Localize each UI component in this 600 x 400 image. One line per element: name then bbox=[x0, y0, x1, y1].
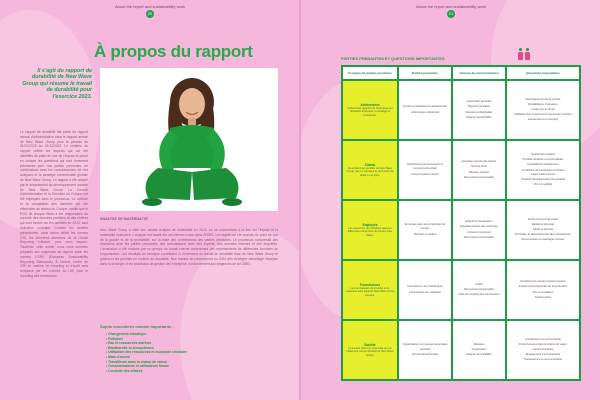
table-cell-item: Actionnaires individuels bbox=[410, 110, 440, 114]
table-cell-item: Transparence et communication bbox=[523, 358, 563, 362]
important-topics-heading: Sujets considérés comme importants : bbox=[100, 324, 174, 329]
stakeholders-cell bbox=[398, 320, 452, 380]
table-cell-item: Consommateurs finaux bbox=[411, 172, 439, 176]
table-cell-item: Communautés locales bbox=[411, 353, 439, 357]
column-header: Canaux de communication bbox=[452, 66, 506, 80]
stakeholder-group-description: Ils achètent les produits de New Wave Group, que ce soit dans le commerce de détail ou en ligne. bbox=[346, 166, 394, 177]
table-cell-item: Rentabilité et croissance bbox=[528, 102, 558, 106]
people-icon bbox=[518, 48, 530, 60]
table-cell-item: Prix compétitifs bbox=[533, 182, 553, 186]
table-cell-item: Traçabilité et transparence bbox=[527, 163, 559, 167]
table-cell-item: Enquêtes auprès des clients bbox=[462, 160, 496, 164]
stakeholder-group-cell bbox=[342, 200, 398, 260]
person-icon bbox=[525, 48, 530, 60]
table-cell-item: Rencontres personnelles bbox=[464, 175, 494, 179]
stakeholder-table bbox=[341, 65, 581, 381]
list-item: • Biodiversité et écosystèmes bbox=[106, 345, 154, 350]
table-cell-item: Réseaux sociaux bbox=[468, 170, 490, 174]
subheading-materiality: ANALYSE DE MATÉRIALITÉ bbox=[100, 217, 148, 221]
person-icon bbox=[518, 48, 523, 60]
page-title: À propos du rapport bbox=[94, 42, 253, 61]
stakeholder-group-name: Actionnaires bbox=[360, 102, 380, 107]
table-cell-item: Contribution à la communauté bbox=[525, 337, 561, 341]
issues-cell bbox=[506, 80, 580, 140]
channels-cell bbox=[452, 200, 506, 260]
table-cell-item: Rapport de durabilité bbox=[466, 115, 492, 119]
table-cell-item: Enquêtes auprès des employés bbox=[460, 225, 498, 229]
running-head-text: About the report and sustainability work bbox=[114, 4, 186, 9]
stakeholder-group-cell bbox=[342, 320, 398, 380]
table-cell-item: Organisations non gouvernementales bbox=[402, 342, 448, 346]
stakeholders-cell bbox=[398, 80, 452, 140]
table-cell-item: Audits bbox=[475, 282, 483, 286]
table-cell-item: Entretiens d'évaluation bbox=[465, 220, 493, 224]
list-item: • Conduite des affaires bbox=[106, 368, 143, 373]
list-item: • Pollution bbox=[106, 336, 123, 341]
table-cell-item: Direction et cadres bbox=[413, 232, 437, 236]
stakeholder-group-name: Société bbox=[364, 342, 376, 347]
table-cell-item: Conditions de travail dans la chaîne d'approvisionnement bbox=[521, 168, 565, 176]
table-cell-item: Formation et développement des compétences bbox=[514, 233, 572, 237]
list-item: • Main d'œuvre bbox=[106, 354, 131, 359]
table-cell-item: Employés dans les entreprises du Groupe bbox=[404, 223, 446, 231]
table-cell-item: Égalité et diversité bbox=[532, 222, 554, 226]
table-cell-item: Fournisseurs de matériaux bbox=[409, 290, 441, 294]
lead-text: Il s'agit du rapport de durabilité de New Wave Group qui résume le travail de durabilité pour l'exercice 2023. bbox=[22, 68, 92, 100]
stakeholder-group-name: Fournisseurs bbox=[359, 282, 381, 287]
table-cell-item: Fournisseurs de produits finis bbox=[407, 285, 443, 289]
table-cell-item: Rapports et bilans bbox=[468, 105, 490, 109]
stakeholder-group-description: Il attend des rapports de l'entreprise sur l'évolution financière, la stratégie et l'entreprise. bbox=[347, 106, 393, 117]
table-cell-item: Assemblée générale bbox=[466, 100, 492, 104]
body-column-2: New Wave Group a initié une double analyse de matérialité en 2023, en se concentrant à la fois sur l'impact et la matérialité financière. L'analyse est basée sur les thèmes inclus dans l'ESRS. Les sujets ont été évalués du point de vue de la gravité et de la probabilité, sur la base des contributions des parties prenantes. Le processus comprenait des entretiens avec les parties prenantes, des consultations avec des experts, des données internes et des enquêtes. L'évaluation a été réalisée par un groupe de travail interne comprenant des représentants de différentes fonctions de l'organisation. Les résultats de l'analyse constituent le fondement du travail de durabilité futur de New Wave Group et guideront les priorités en matière de durabilité. Nos travaux se poursuivront en 2024 afin d'intégrer davantage l'analyse dans la stratégie et les processus de gestion de l'entreprise, conformément aux exigences de la CSRD. bbox=[100, 228, 278, 266]
table-cell-item: Gouvernance et reporting bbox=[527, 118, 559, 122]
table-cell-item: Rémunération et avantages sociaux bbox=[521, 238, 565, 242]
page-number: 20 bbox=[147, 11, 153, 16]
list-item: • Utilisation des ressources et économie circulaire bbox=[106, 350, 188, 355]
woman-in-green-image bbox=[100, 68, 278, 211]
table-cell-item: Santé et sécurité bbox=[532, 228, 554, 231]
table-cell-item: Rencontres personnelles bbox=[464, 235, 494, 239]
table-cell-item: Qualité des produits bbox=[531, 153, 555, 157]
table-cell-item: Conditions de travail et droits humains bbox=[520, 280, 566, 284]
issues-cell bbox=[506, 260, 580, 320]
stakeholders-cell bbox=[398, 200, 452, 260]
table-cell-item: Environnement de travail bbox=[528, 217, 558, 221]
channels-cell bbox=[452, 80, 506, 140]
table-cell-item: Produits chimiques dans les produits bbox=[521, 177, 565, 181]
table-cell-item: Coopération bbox=[471, 348, 487, 351]
table-cell-item: Produits durables et responsables bbox=[522, 158, 564, 162]
table-cell-item: Droits humains dans la chaîne de valeur bbox=[519, 342, 567, 346]
table-cell-item: Impact climatique bbox=[532, 348, 554, 351]
issues-cell bbox=[506, 200, 580, 260]
running-head-text: About the report and sustainability work bbox=[415, 4, 487, 9]
table-cell-item: Fonds et investisseurs institutionnels bbox=[403, 105, 447, 109]
stakeholders-cell bbox=[398, 260, 452, 320]
table-cell-item: Prix et conditions bbox=[532, 290, 554, 294]
column-header: Questions importantes bbox=[506, 66, 580, 80]
stakeholders-cell bbox=[398, 140, 452, 200]
channels-cell bbox=[452, 140, 506, 200]
stakeholder-group-description: La société dans son ensemble qui est influencée par les activités de New Wave Group. bbox=[346, 346, 394, 357]
issues-cell bbox=[506, 320, 580, 380]
table-cell-item: Intranet et réunions bbox=[467, 230, 491, 234]
channels-cell bbox=[452, 260, 506, 320]
running-head-left bbox=[90, 4, 210, 18]
stakeholder-group-description: Les fournisseurs de produits et de matériaux avec lesquels New Wave Group coopère. bbox=[345, 286, 395, 297]
stakeholder-group-cell bbox=[342, 260, 398, 320]
channels-cell bbox=[452, 320, 506, 380]
list-item: • Travailleurs dans la chaîne de valeur bbox=[106, 359, 168, 364]
list-item: • Consommateurs et utilisateurs finaux bbox=[106, 364, 169, 369]
left-page bbox=[0, 0, 299, 400]
table-cell-item: Rencontres personnelles bbox=[464, 288, 494, 291]
table-cell-item: Développement de la société bbox=[525, 97, 561, 101]
column-header: Parties prenantes bbox=[398, 66, 452, 80]
table-cell-item: Anticorruption bbox=[534, 295, 552, 299]
table-cell-item: Impact sur le climat bbox=[531, 108, 555, 111]
table-cell-item: Code de conduite des fournisseurs bbox=[458, 293, 500, 297]
issues-cell bbox=[506, 140, 580, 200]
portrait-photo bbox=[100, 68, 278, 211]
table-title: PARTIES PRENANTES ET QUESTIONS IMPORTANTES bbox=[341, 56, 445, 61]
stakeholder-group-description: Les personnes qui travaillent dans les différentes entreprises du Groupe New Wave. bbox=[347, 226, 393, 237]
list-item: • Changement climatique bbox=[106, 332, 147, 336]
table-cell-item: Dialogue bbox=[473, 342, 485, 346]
list-item: • Eau et ressources marines bbox=[106, 341, 152, 346]
stakeholder-group-name: Clients bbox=[364, 162, 376, 167]
column-header: Groupes de parties prenantes bbox=[342, 66, 398, 80]
table-cell-item: Service client bbox=[471, 165, 487, 169]
stakeholder-group-cell bbox=[342, 140, 398, 200]
table-cell-item: Engagement communautaire bbox=[525, 353, 561, 357]
stakeholder-group-name: Employés bbox=[362, 222, 378, 227]
page-number: 21 bbox=[448, 11, 454, 16]
table-cell-item: Impact environnemental de la production bbox=[518, 285, 568, 289]
table-cell-item: Autorités bbox=[419, 348, 431, 351]
running-head-right bbox=[391, 4, 511, 18]
stakeholder-group-cell bbox=[342, 80, 398, 140]
important-topics-list bbox=[106, 332, 187, 373]
body-column-1: Le rapport de durabilité fait partie du rapport annuel d'administration dans le rapport annuel de New Wave Group pour la période du 01/01/2023 au 31/12/2023. Le contenu du rapport reflète les aspects qui ont été identifiés du point de vue de l'impact et prend en compte les questions qui sont fortement prioritaires pour nos parties prenantes, en combinaison avec les connaissances de nos analyses et la stratégie commerciale globale de New Wave Group. Le rapport a été adopté par le département du développement durable de New Wave Group. Le Conseil d'administration et la Direction du Groupe ont été impliqués dans le processus. La collecte et la compilation des données ont été effectuées au niveau du Groupe, tandis que le PDG de chaque filiale a été responsable du contrôle des données publiées et des chiffres qui sont fondés sur les activités en 2023, sauf indication contraire. Comme les années précédentes, nous avons utilisé les normes GRI, les dernières directives de la Global Reporting Initiative, pour nous inspirer. Toutefois, cette année, nous nous sommes préparés aux exigences de rapport selon les normes ESRS (European Sustainability Reporting Standards). À l'avenir, l'ordre de GRI en matière de reporting et d'audit sera remplacé par les normes de l'UE pour le reporting des entreprises. bbox=[20, 130, 88, 278]
table-cell-item: Utilisation des ressources et économie circulaire bbox=[514, 113, 572, 117]
table-cell-item: Réunions individuelles bbox=[465, 110, 493, 114]
table-cell-item: Rapport de durabilité bbox=[466, 353, 492, 357]
table-cell-item: Distributeurs promotionnels et commerce de détail bbox=[407, 163, 443, 171]
